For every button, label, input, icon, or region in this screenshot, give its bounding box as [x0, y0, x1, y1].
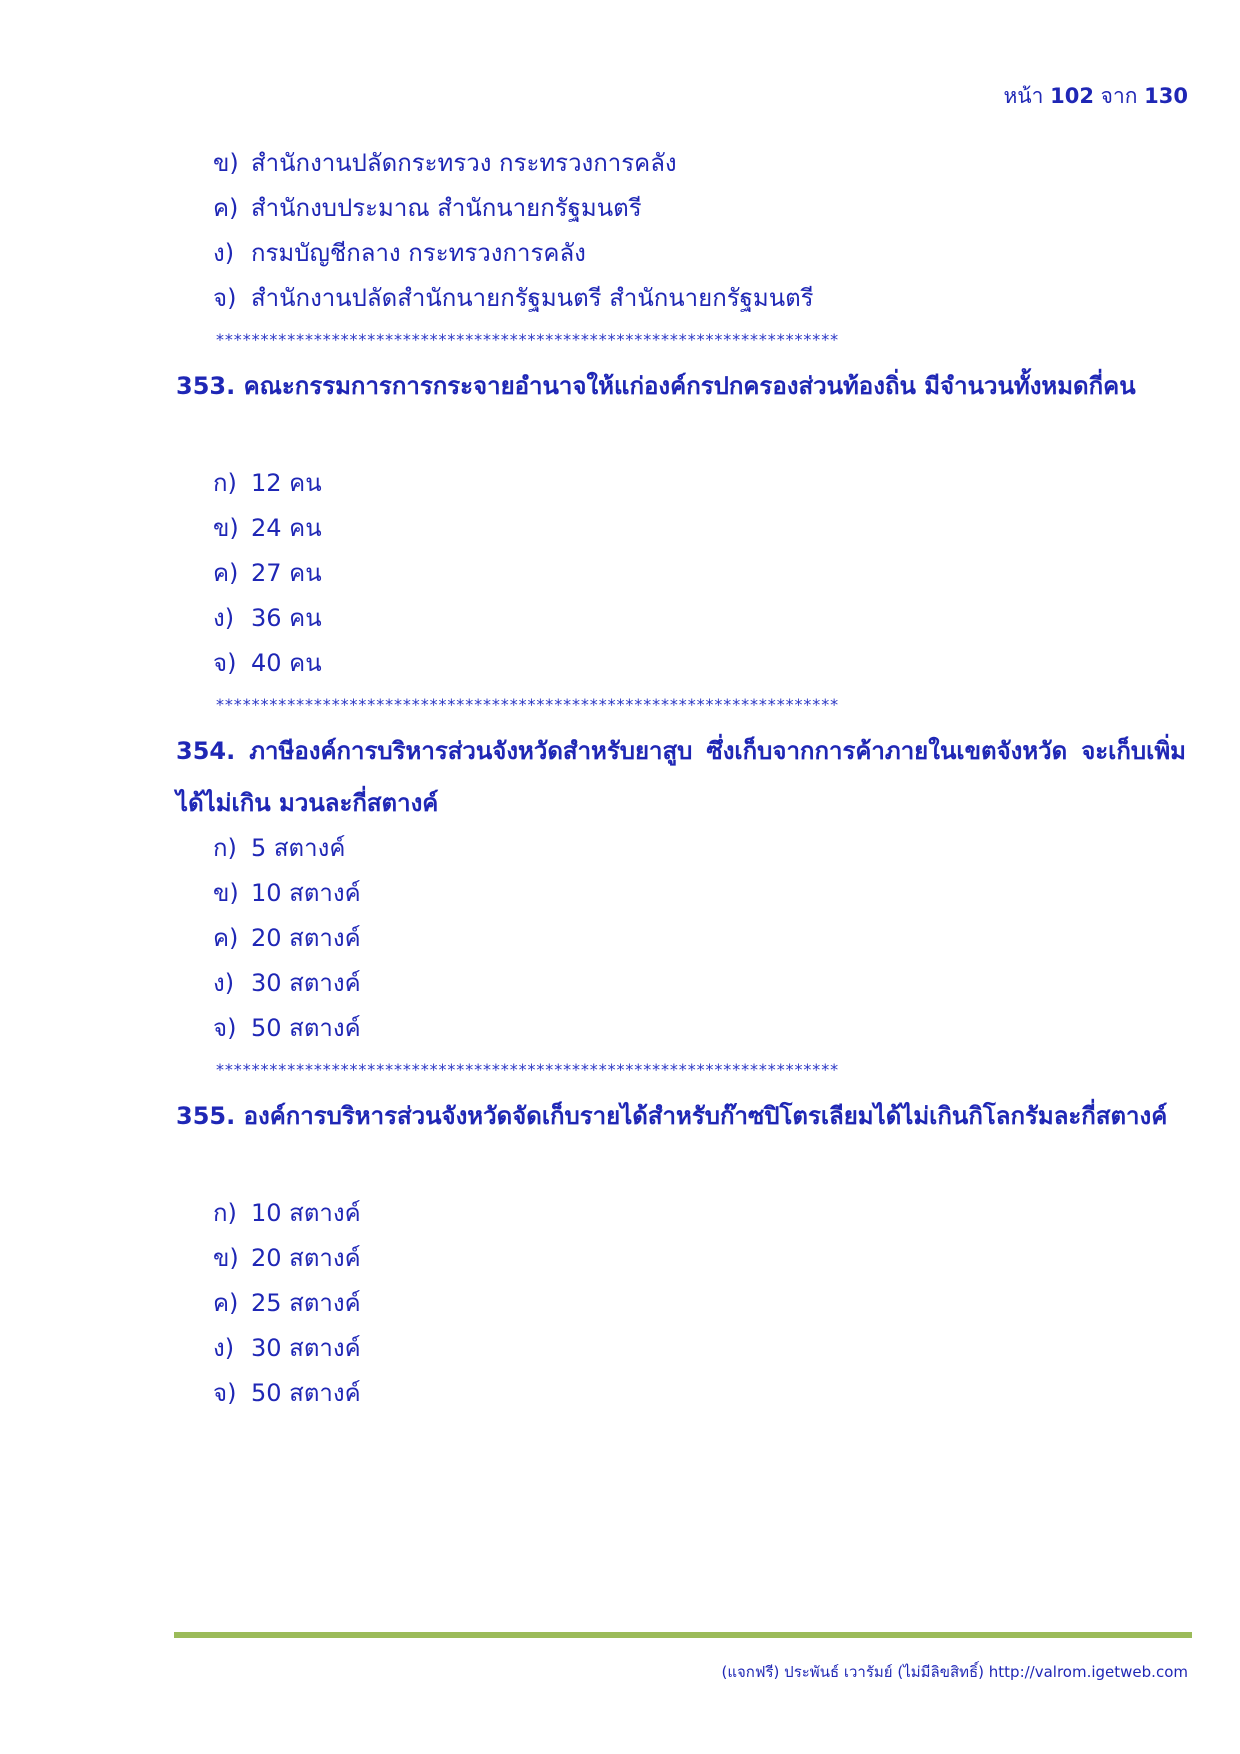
- option-text: สำนักงานปลัดสำนักนายกรัฐมนตรี สำนักนายกรัฐมนตรี: [251, 284, 814, 312]
- option-item: [213, 1196, 361, 1230]
- option-text: 10 สตางค์: [251, 1199, 361, 1227]
- option-letter: ง): [213, 1334, 235, 1362]
- page-label: หน้า: [1003, 84, 1044, 108]
- option-letter: ค): [213, 1289, 239, 1317]
- option-letter: ค): [213, 924, 239, 952]
- option-letter: จ): [213, 284, 237, 312]
- option-letter: ก): [213, 834, 237, 862]
- option-text: 30 สตางค์: [251, 969, 361, 997]
- separator: **********************************************************************: [216, 1060, 839, 1079]
- option-item: [213, 236, 586, 270]
- option-text: 20 สตางค์: [251, 924, 361, 952]
- option-item: [213, 646, 322, 680]
- option-text: 50 สตางค์: [251, 1014, 361, 1042]
- option-item: [213, 1286, 361, 1320]
- option-letter: ง): [213, 604, 235, 632]
- option-item: [213, 1331, 361, 1365]
- option-item: [213, 281, 814, 315]
- option-item: [213, 1011, 361, 1045]
- separator: **********************************************************************: [216, 695, 839, 714]
- option-item: [213, 921, 361, 955]
- option-text: 24 คน: [251, 514, 322, 542]
- option-letter: ค): [213, 559, 239, 587]
- question-353: 353. คณะกรรมการการกระจายอำนาจให้แก่องค์กรปกครองส่วนท้องถิ่น มีจำนวนทั้งหมดกี่คน: [176, 372, 1136, 400]
- option-letter: ข): [213, 879, 239, 907]
- footer-divider: [174, 1632, 1192, 1638]
- option-text: 12 คน: [251, 469, 322, 497]
- option-letter: ก): [213, 469, 237, 497]
- option-text: 10 สตางค์: [251, 879, 361, 907]
- option-letter: ง): [213, 969, 235, 997]
- option-letter: ข): [213, 149, 239, 177]
- option-text: กรมบัญชีกลาง กระทรวงการคลัง: [251, 239, 586, 267]
- option-text: 50 สตางค์: [251, 1379, 361, 1407]
- option-item: [213, 601, 322, 635]
- option-text: 5 สตางค์: [251, 834, 346, 862]
- option-item: [213, 831, 345, 865]
- option-item: [213, 1376, 361, 1410]
- page-of-label: จาก: [1100, 84, 1138, 108]
- option-letter: ค): [213, 194, 239, 222]
- question-355: 355. องค์การบริหารส่วนจังหวัดจัดเก็บรายได้สำหรับก๊าซปิโตรเลียมได้ไม่เกินกิโลกรัมละกี่สตางค์: [176, 1102, 1168, 1130]
- option-item: [213, 191, 642, 225]
- option-item: [213, 556, 322, 590]
- option-text: 30 สตางค์: [251, 1334, 361, 1362]
- option-item: [213, 511, 322, 545]
- option-letter: จ): [213, 649, 237, 677]
- option-letter: ง): [213, 239, 235, 267]
- option-item: [213, 876, 361, 910]
- option-letter: ข): [213, 1244, 239, 1272]
- option-text: 25 สตางค์: [251, 1289, 361, 1317]
- option-text: สำนักงานปลัดกระทรวง กระทรวงการคลัง: [251, 149, 677, 177]
- option-letter: จ): [213, 1014, 237, 1042]
- page-total: 130: [1144, 84, 1188, 108]
- separator: **********************************************************************: [216, 330, 839, 349]
- option-text: 27 คน: [251, 559, 322, 587]
- option-item: [213, 146, 677, 180]
- option-text: 20 สตางค์: [251, 1244, 361, 1272]
- option-letter: ก): [213, 1199, 237, 1227]
- option-item: [213, 466, 322, 500]
- option-text: 40 คน: [251, 649, 322, 677]
- page-current: 102: [1050, 84, 1094, 108]
- option-text: สำนักงบประมาณ สำนักนายกรัฐมนตรี: [251, 194, 642, 222]
- option-letter: ข): [213, 514, 239, 542]
- page-number: [1003, 80, 1188, 113]
- footer-credit: (แจกฟรี) ประพันธ์ เวารัมย์ (ไม่มีลิขสิทธิ์) http://valrom.igetweb.com: [721, 1663, 1188, 1681]
- option-item: [213, 1241, 361, 1275]
- option-text: 36 คน: [251, 604, 322, 632]
- option-item: [213, 966, 361, 1000]
- question-354: 354. ภาษีองค์การบริหารส่วนจังหวัดสำหรับยาสูบ ซึ่งเก็บจากการค้าภายในเขตจังหวัด จะเก็บเพิ่มได้ไม่เกิน มวนละกี่สตางค์: [176, 737, 1186, 817]
- option-letter: จ): [213, 1379, 237, 1407]
